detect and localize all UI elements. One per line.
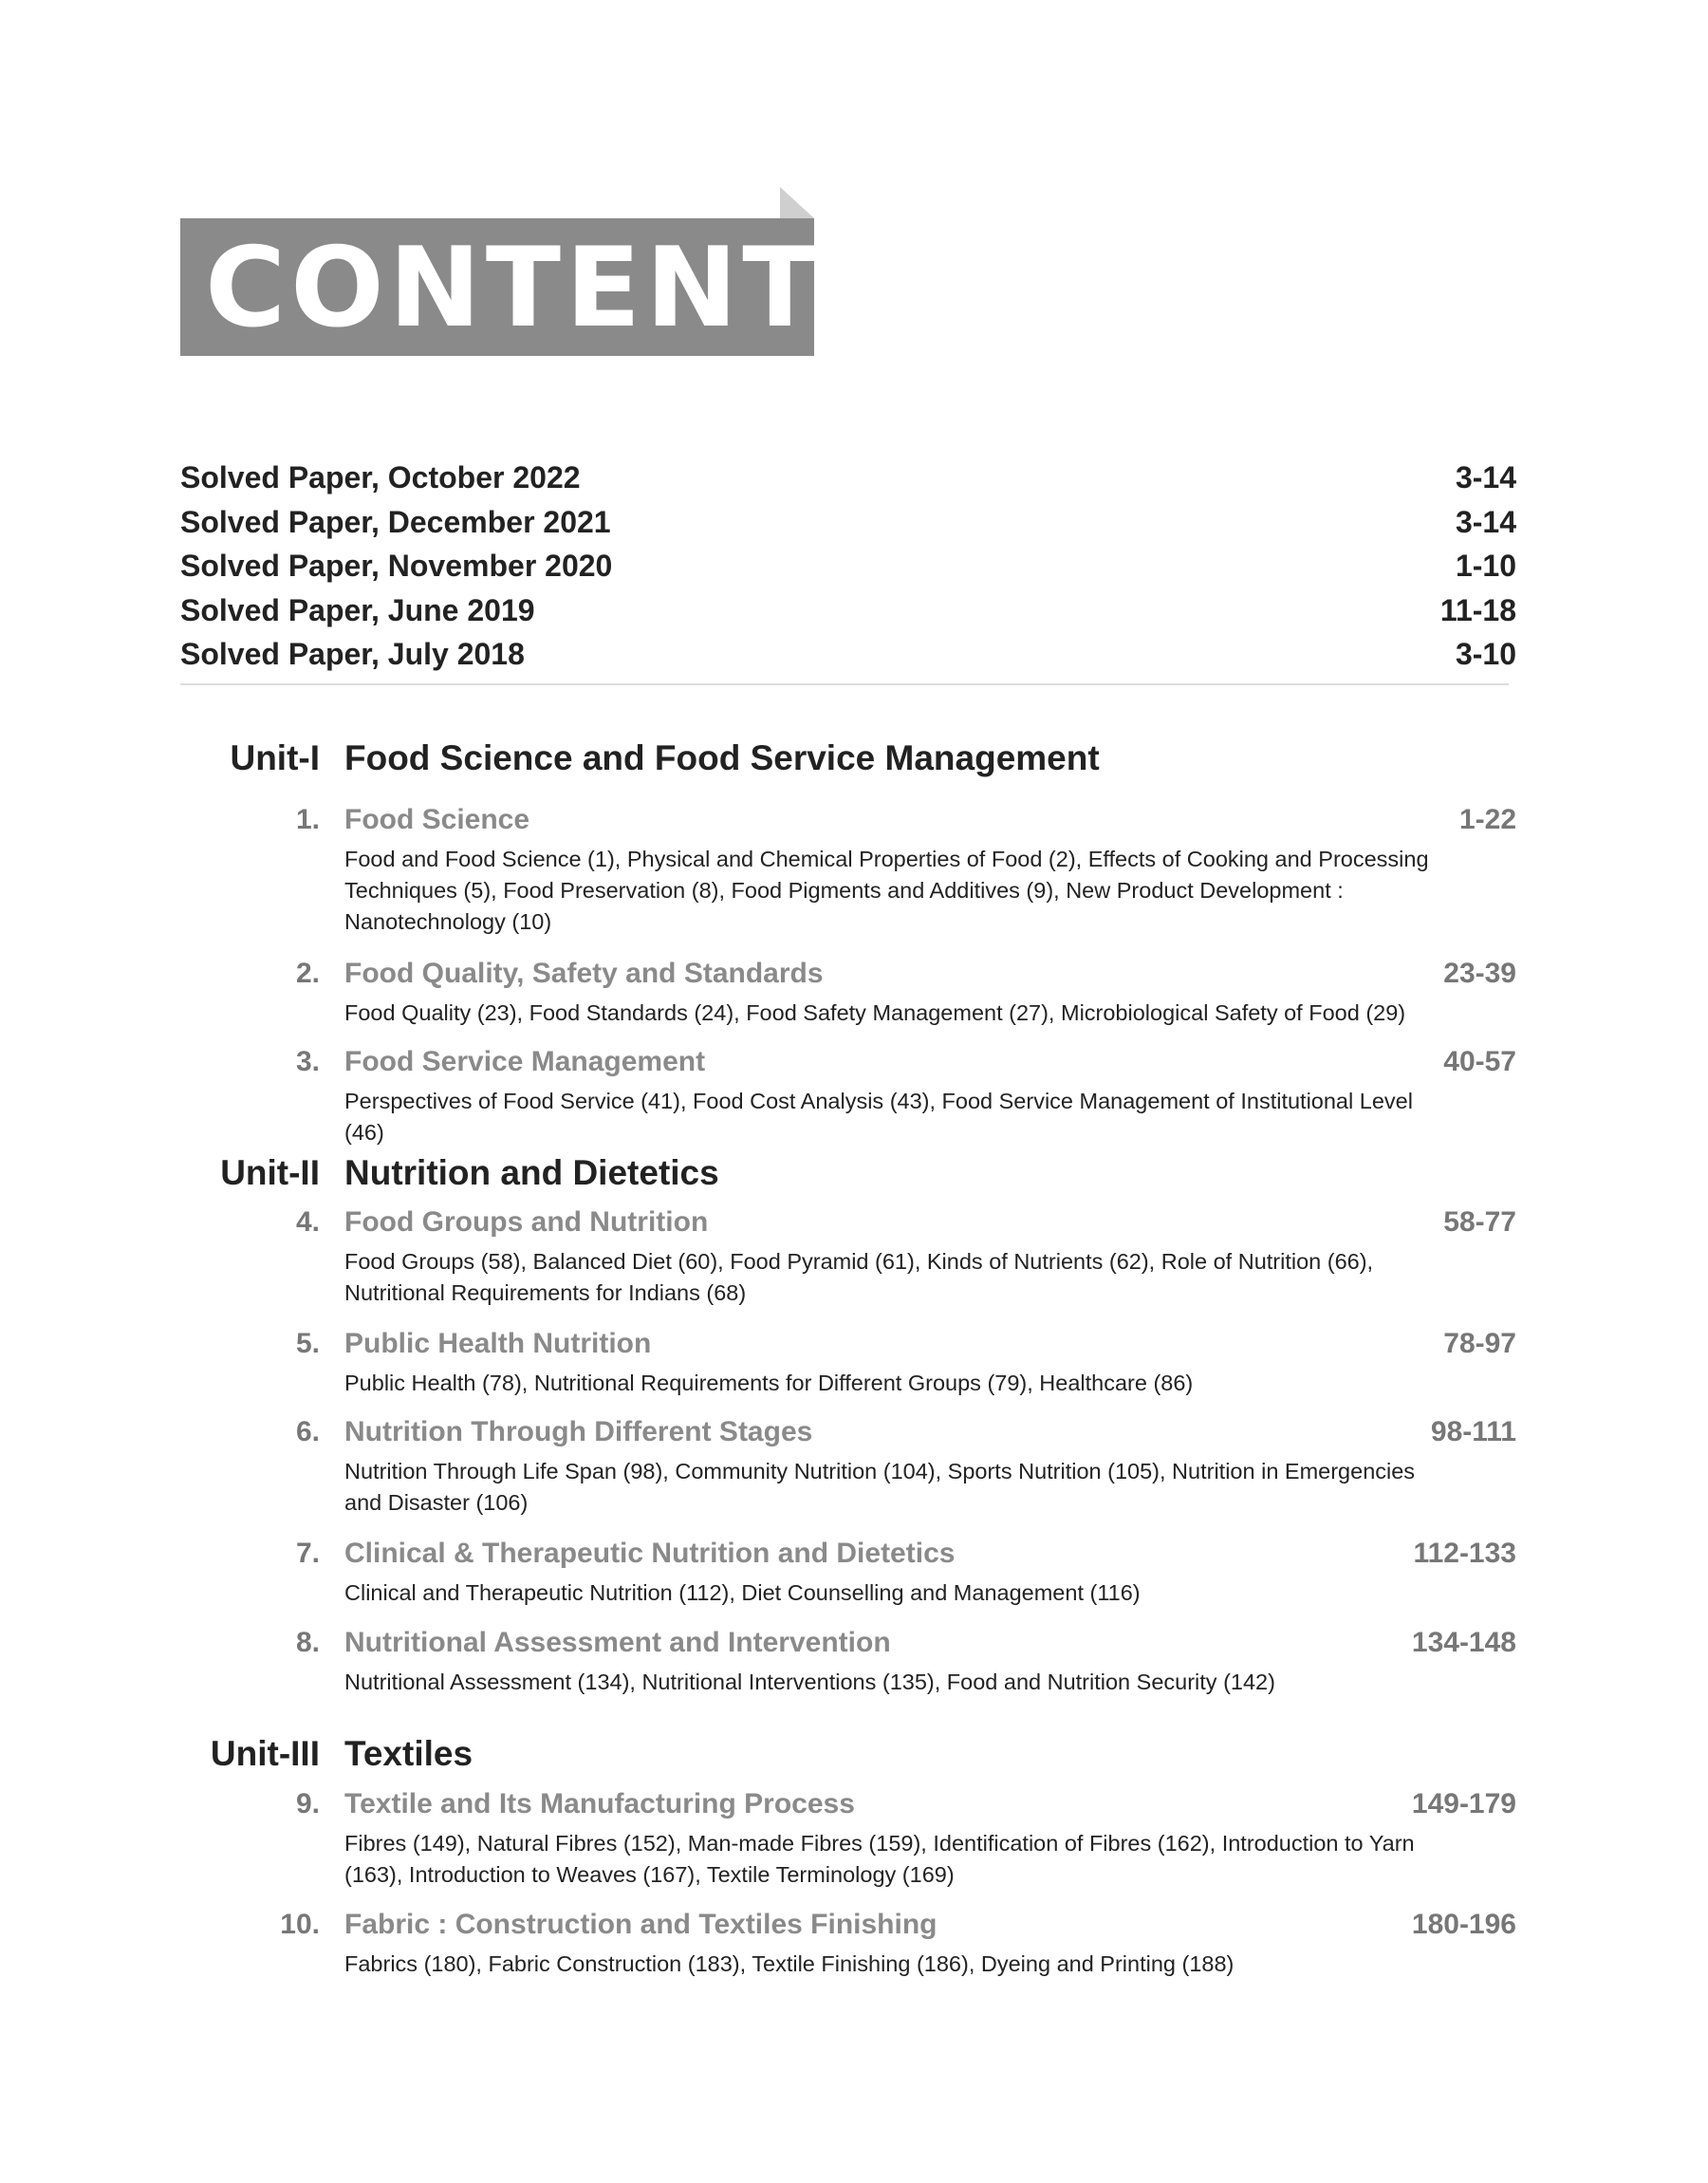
- unit-heading-3: [0, 1731, 1708, 1777]
- chapter-number: 1.: [295, 804, 320, 835]
- chapter-topics: Food and Food Science (1), Physical and Chemical Properties of Food (2), Effects of Cooking and Processing Techniques (5), Food Preservation (8), Food Pigments and Additives (9), New Product Development : Nanotechnology (10): [344, 847, 1429, 934]
- chapter-topics: Food Quality (23), Food Standards (24), Food Safety Management (27), Microbiological Safety of Food (29): [344, 1000, 1406, 1025]
- solved-papers-list: [180, 456, 1516, 677]
- banner-fold-corner: [780, 187, 814, 218]
- solved-paper-pages: 1-10: [1455, 549, 1516, 583]
- solved-paper-title: Solved Paper, October 2022: [180, 460, 581, 494]
- solved-paper-title: Solved Paper, June 2019: [180, 592, 535, 627]
- chapter-topics: Perspectives of Food Service (41), Food Cost Analysis (43), Food Service Management of Institutional Level (46): [344, 1089, 1413, 1145]
- solved-paper-title: Solved Paper, November 2020: [180, 549, 613, 583]
- chapter-topics: Clinical and Therapeutic Nutrition (112), Diet Counselling and Management (116): [344, 1580, 1141, 1605]
- chapter-number: 5.: [295, 1328, 320, 1359]
- chapter-pages: 180-196: [1411, 1909, 1516, 1940]
- chapter-topics: Nutritional Assessment (134), Nutritional Interventions (135), Food and Nutrition Security (142): [344, 1670, 1275, 1694]
- chapter-title[interactable]: Textile and Its Manufacturing Process: [344, 1788, 855, 1819]
- chapter-title[interactable]: Food Groups and Nutrition: [344, 1206, 709, 1238]
- solved-paper-pages: 3-10: [1455, 637, 1516, 671]
- unit-title: Textiles: [344, 1734, 473, 1773]
- solved-paper-row[interactable]: [180, 544, 1516, 588]
- chapter-topics: Fabrics (180), Fabric Construction (183), Textile Finishing (186), Dyeing and Printing (188): [344, 1951, 1235, 1976]
- chapter-pages: 149-179: [1411, 1788, 1516, 1819]
- chapter-entry-10[interactable]: [0, 1905, 1708, 1980]
- chapter-title[interactable]: Food Science: [344, 804, 530, 835]
- chapter-entry-6[interactable]: [0, 1412, 1708, 1519]
- chapter-number: 9.: [295, 1788, 320, 1819]
- solved-paper-row[interactable]: [180, 456, 1516, 500]
- chapter-title[interactable]: Food Service Management: [344, 1046, 706, 1077]
- unit-label: Unit-I: [230, 738, 320, 777]
- chapter-entry-7[interactable]: [0, 1534, 1708, 1609]
- chapter-title[interactable]: Public Health Nutrition: [344, 1328, 652, 1359]
- unit-label: Unit-II: [220, 1153, 320, 1192]
- solved-paper-row[interactable]: [180, 632, 1516, 677]
- chapter-entry-4[interactable]: [0, 1203, 1708, 1309]
- chapter-pages: 58-77: [1443, 1206, 1516, 1238]
- chapter-number: 3.: [295, 1046, 320, 1077]
- chapter-pages: 78-97: [1443, 1328, 1516, 1359]
- chapter-entry-2[interactable]: [0, 954, 1708, 1029]
- unit-heading-2: [0, 1150, 1708, 1196]
- chapter-number: 8.: [295, 1627, 320, 1658]
- chapter-pages: 23-39: [1443, 958, 1516, 989]
- chapter-number: 7.: [295, 1538, 320, 1569]
- chapter-pages: 1-22: [1458, 804, 1516, 835]
- chapter-pages: 40-57: [1443, 1046, 1516, 1077]
- solved-paper-title: Solved Paper, December 2021: [180, 504, 611, 539]
- chapter-number: 6.: [295, 1416, 320, 1447]
- chapter-title[interactable]: Fabric : Construction and Textiles Finishing: [344, 1909, 938, 1940]
- chapter-topics: Public Health (78), Nutritional Requirements for Different Groups (79), Healthcare (86): [344, 1371, 1194, 1395]
- chapter-title[interactable]: Food Quality, Safety and Standards: [344, 958, 824, 989]
- solved-paper-pages: 3-14: [1455, 460, 1516, 494]
- chapter-pages: 134-148: [1411, 1627, 1516, 1658]
- solved-paper-pages: 11-18: [1439, 592, 1516, 627]
- section-divider: [180, 683, 1509, 685]
- chapter-topics: Nutrition Through Life Span (98), Community Nutrition (104), Sports Nutrition (105), Nutrition in Emergencies and Disaster (106): [344, 1459, 1416, 1515]
- chapter-topics: Fibres (149), Natural Fibres (152), Man-made Fibres (159), Identification of Fibres (162), Introduction to Yarn (163), Introduction to Weaves (167), Textile Terminology (169): [344, 1831, 1415, 1887]
- unit-title: Nutrition and Dietetics: [344, 1153, 719, 1192]
- chapter-entry-1[interactable]: [0, 800, 1708, 938]
- chapter-entry-3[interactable]: [0, 1042, 1708, 1148]
- unit-heading-1: [0, 736, 1708, 781]
- chapter-number: 4.: [295, 1206, 320, 1238]
- page-title: CONTENTS: [205, 224, 906, 352]
- unit-label: Unit-III: [210, 1734, 320, 1773]
- chapter-title[interactable]: Nutrition Through Different Stages: [344, 1416, 813, 1447]
- solved-paper-title: Solved Paper, July 2018: [180, 637, 525, 671]
- solved-paper-row[interactable]: [180, 588, 1516, 633]
- chapter-entry-9[interactable]: [0, 1784, 1708, 1891]
- solved-paper-pages: 3-14: [1455, 504, 1516, 539]
- chapter-title[interactable]: Nutritional Assessment and Intervention: [344, 1627, 891, 1658]
- chapter-number: 10.: [280, 1909, 320, 1940]
- solved-paper-row[interactable]: [180, 500, 1516, 545]
- chapter-pages: 112-133: [1413, 1538, 1516, 1569]
- contents-banner: [180, 218, 906, 356]
- chapter-pages: 98-111: [1430, 1416, 1516, 1447]
- chapter-title[interactable]: Clinical & Therapeutic Nutrition and Dietetics: [344, 1538, 956, 1569]
- chapter-entry-5[interactable]: [0, 1324, 1708, 1399]
- unit-title: Food Science and Food Service Management: [344, 738, 1100, 777]
- chapter-entry-8[interactable]: [0, 1623, 1708, 1698]
- chapter-number: 2.: [295, 958, 320, 989]
- chapter-topics: Food Groups (58), Balanced Diet (60), Food Pyramid (61), Kinds of Nutrients (62), Role of Nutrition (66), Nutritional Requirements for Indians (68): [344, 1249, 1374, 1305]
